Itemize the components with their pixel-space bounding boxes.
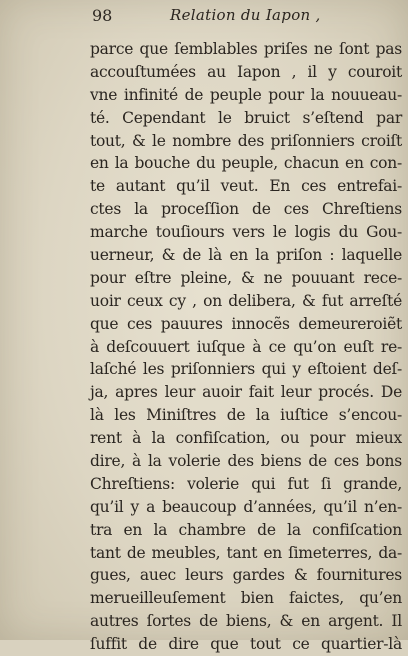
text-line: ſuffit de dire que tout ce quartier-là <box>90 635 402 654</box>
text-line: pour eſtre pleine, & ne pouuant rece- <box>90 268 402 287</box>
text-line: laſché les priſonniers qui y eſtoient deſ- <box>90 360 402 379</box>
text-line: marche touſiours vers le logis du Gou- <box>90 223 402 242</box>
page-body <box>90 38 402 656</box>
text-line: qu’il y a beaucoup d’années, qu’il n’en- <box>90 497 402 516</box>
text-line: uoir ceux cy , on delibera, & fut arreſté <box>90 291 402 310</box>
text-line: à deſcouuert iuſque à ce qu’on euſt re- <box>90 337 402 356</box>
page-header <box>92 4 402 32</box>
text-line: autres ſortes de biens, & en argent. Il <box>90 612 402 631</box>
text-line: merueilleuſement bien faictes, qu’en <box>90 589 402 608</box>
text-line: dire, à la volerie des biens de ces bons <box>90 452 402 471</box>
text-line: tra en la chambre de la confiſcation <box>90 520 402 539</box>
text-line: gues, auec leurs gardes & fournitures <box>90 566 402 585</box>
text-line: tout, & le nombre des priſonniers croiſt <box>90 131 402 150</box>
text-line: rent à la confiſcation, ou pour mieux <box>90 429 402 448</box>
text-line: tant de meubles, tant en ſimeterres, da- <box>90 543 402 562</box>
text-line: là les Miniſtres de la iuſtice s’encou- <box>90 406 402 425</box>
text-line: parce que ſemblables priſes ne ſont pas <box>90 40 402 58</box>
running-head: Relation du Iapon , <box>170 6 321 24</box>
text-line: te autant qu’il veut. En ces entrefai- <box>90 177 402 196</box>
text-line: vne infinité de peuple pour la nouueau- <box>90 85 402 104</box>
text-line: ja, apres leur auoir fait leur procés. De <box>90 383 402 402</box>
page-number: 98 <box>92 6 113 25</box>
text-line: accouſtumées au Iapon , il y couroit <box>90 62 402 81</box>
text-line: en la bouche du peuple, chacun en con- <box>90 154 402 173</box>
text-line: Chreſtiens: volerie qui fut ſi grande, <box>90 474 402 493</box>
text-line: uerneur, & de là en la priſon : laquelle <box>90 246 402 265</box>
text-line: té. Cependant le bruict s’eſtend par <box>90 108 402 127</box>
text-line: ctes la proceſſion de ces Chreſtiens <box>90 200 402 219</box>
text-line: que ces pauures innocẽs demeureroiẽt <box>90 314 402 333</box>
